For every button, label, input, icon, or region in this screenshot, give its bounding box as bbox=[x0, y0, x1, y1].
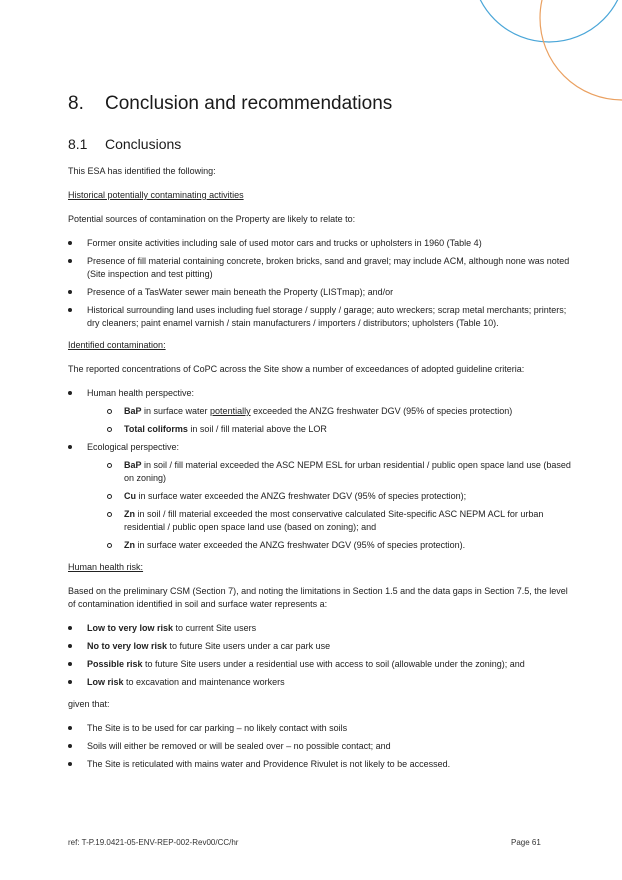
bullet-icon bbox=[68, 290, 72, 294]
list-item: Ecological perspective: BaP in soil / fill material exceeded the ASC NEPM ESL for urban residential / public open space land use (based on zoning) Cu in surface water exceeded the ANZG freshwater DGV (95% of species protection); Zn in soil / fill material exceeded the most conservative calculated Site-specific ASC NEPM ACL for urban residential / public open space land use (based on zoning); and Zn in surface water exceeded the ANZG freshwater DGV (95% of species protection). bbox=[68, 441, 572, 552]
subsection-heading bbox=[68, 135, 181, 153]
bullet-icon bbox=[68, 241, 72, 245]
list-item: Zn in surface water exceeded the ANZG freshwater DGV (95% of species protection). bbox=[87, 539, 572, 552]
bullet-icon bbox=[68, 726, 72, 730]
bullet-icon bbox=[68, 662, 72, 666]
bullet-icon bbox=[68, 680, 72, 684]
list-item: Low risk to excavation and maintenance workers bbox=[68, 676, 572, 689]
ecological-sublist bbox=[87, 459, 572, 552]
list-item: Possible risk to future Site users under a residential use with access to soil (allowable under the zoning); and bbox=[68, 658, 572, 671]
decorative-arcs bbox=[422, 0, 622, 110]
bullet-icon bbox=[68, 762, 72, 766]
section-heading bbox=[68, 92, 392, 116]
bullet-icon bbox=[68, 626, 72, 630]
risk-title: Human health risk: bbox=[68, 562, 144, 572]
activities-title: Historical potentially contaminating activities bbox=[68, 190, 244, 200]
orange-arc bbox=[540, 0, 622, 100]
blue-arc bbox=[472, 0, 622, 42]
subsection-number: 8.1 bbox=[68, 136, 88, 152]
footer-reference: ref: T-P.19.0421-05-ENV-REP-002-Rev00/CC/hr bbox=[68, 838, 239, 847]
bullet-icon bbox=[68, 391, 72, 395]
bullet-icon bbox=[68, 644, 72, 648]
list-item: Soils will either be removed or will be sealed over – no possible contact; and bbox=[68, 740, 572, 753]
circle-bullet-icon bbox=[107, 463, 112, 468]
risk-list bbox=[68, 622, 572, 689]
intro-text: This ESA has identified the following: bbox=[68, 166, 216, 176]
document-body bbox=[68, 165, 572, 780]
list-item: Total coliforms in soil / fill material above the LOR bbox=[87, 423, 572, 436]
page-number: Page 61 bbox=[511, 838, 541, 847]
list-item: No to very low risk to future Site users under a car park use bbox=[68, 640, 572, 653]
circle-bullet-icon bbox=[107, 512, 112, 517]
subsection-title: Conclusions bbox=[105, 136, 182, 152]
list-item: Human health perspective: BaP in surface water potentially exceeded the ANZG freshwater DGV (95% of species protection) Total coliforms in soil / fill material above the LOR bbox=[68, 387, 572, 436]
list-item: BaP in soil / fill material exceeded the ASC NEPM ESL for urban residential / public open space land use (based on zoning) bbox=[87, 459, 572, 485]
bullet-icon bbox=[68, 259, 72, 263]
circle-bullet-icon bbox=[107, 543, 112, 548]
list-item: Presence of a TasWater sewer main beneath the Property (LISTmap); and/or bbox=[68, 286, 572, 299]
list-item: Zn in soil / fill material exceeded the most conservative calculated Site-specific ASC NEPM ACL for urban residential / public open space land use (based on zoning); and bbox=[87, 508, 572, 534]
list-item: Presence of fill material containing concrete, broken bricks, sand and gravel; may include ACM, although none was noted (Site inspection and test pitting) bbox=[68, 255, 572, 281]
bullet-icon bbox=[68, 744, 72, 748]
list-item: BaP in surface water potentially exceeded the ANZG freshwater DGV (95% of species protection) bbox=[87, 405, 572, 418]
list-item: Former onsite activities including sale of used motor cars and trucks or upholsters in 1960 (Table 4) bbox=[68, 237, 572, 250]
list-item: Historical surrounding land uses including fuel storage / supply / garage; auto wreckers; scrap metal merchants; printers; dry cleaners; paint enamel varnish / stain manufacturers / importers / distributors; upholsters (Table 10). bbox=[68, 304, 572, 330]
section-title: Conclusion and recommendations bbox=[105, 93, 393, 114]
bullet-icon bbox=[68, 445, 72, 449]
circle-bullet-icon bbox=[107, 409, 112, 414]
contamination-title: Identified contamination: bbox=[68, 340, 166, 350]
circle-bullet-icon bbox=[107, 427, 112, 432]
human-health-sublist bbox=[87, 405, 572, 436]
list-item: Low to very low risk to current Site users bbox=[68, 622, 572, 635]
activities-list bbox=[68, 237, 572, 330]
list-item: Cu in surface water exceeded the ANZG freshwater DGV (95% of species protection); bbox=[87, 490, 572, 503]
bullet-icon bbox=[68, 308, 72, 312]
risk-lead: Based on the preliminary CSM (Section 7), and noting the limitations in Section 1.5 and the data gaps in Section 7.5, the level of contamination identified in soil and surface water represents a: bbox=[68, 586, 568, 609]
list-item: The Site is reticulated with mains water and Providence Rivulet is not likely to be accessed. bbox=[68, 758, 572, 771]
given-list bbox=[68, 722, 572, 771]
list-item: The Site is to be used for car parking – no likely contact with soils bbox=[68, 722, 572, 735]
contamination-lead: The reported concentrations of CoPC across the Site show a number of exceedances of adopted guideline criteria: bbox=[68, 364, 525, 374]
section-number: 8. bbox=[68, 93, 84, 114]
circle-bullet-icon bbox=[107, 494, 112, 499]
activities-lead: Potential sources of contamination on the Property are likely to relate to: bbox=[68, 214, 356, 224]
given-text: given that: bbox=[68, 699, 110, 709]
contamination-list bbox=[68, 387, 572, 552]
